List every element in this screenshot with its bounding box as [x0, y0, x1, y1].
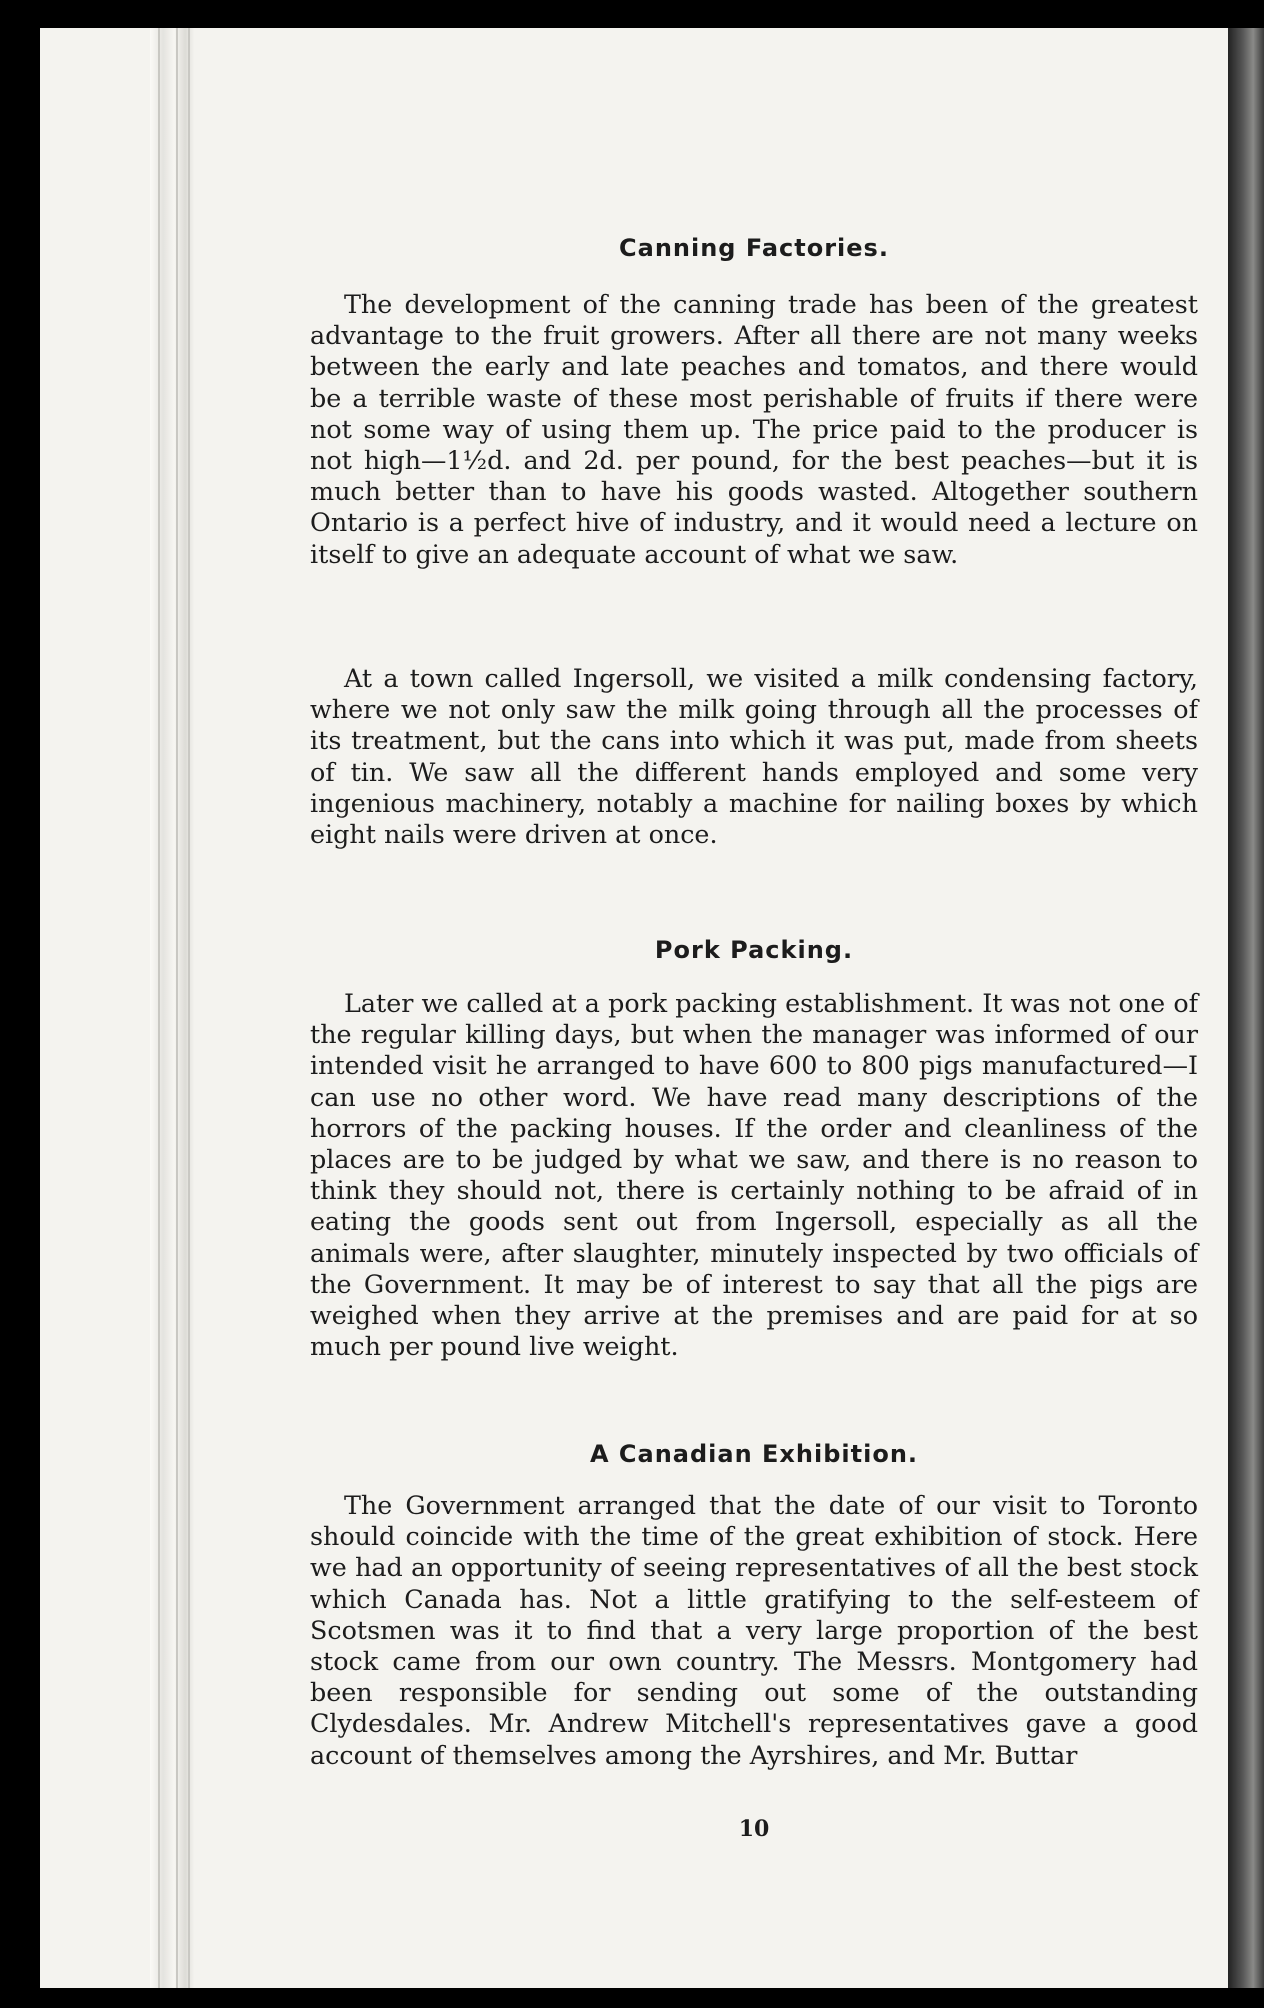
gutter-line	[158, 28, 160, 1988]
paragraph-milk-condensing: At a town called Ingersoll, we visited a milk condensing factory, where we not only saw the milk going through all the processes of its treatment, but the cans into which it was put, made from sheets of tin. We saw all the different hands employed and some very ingenious machinery, notably a machine for nailing boxes by which eight nails were driven at once.	[310, 663, 1198, 850]
paragraph-exhibition: The Government arranged that the date of our visit to Toronto should coincide with the time of the great exhibition of stock. Here we had an opportunity of seeing representatives of all the best stock which Canada has. Not a little gratifying to the self-esteem of Scotsmen was it to find that a very large proportion of the best stock came from our own country. The Messrs. Montgomery had been responsible for sending out some of the outstanding Clydesdales. Mr. Andrew Mitchell's representatives gave a good account of themselves among the Ayrshires, and Mr. Buttar	[310, 1490, 1198, 1770]
section-heading-canadian-exhibition: A Canadian Exhibition.	[589, 1440, 919, 1468]
section-heading-canning-factories: Canning Factories.	[619, 234, 889, 262]
page-number: 10	[738, 1816, 770, 1842]
page-edge	[1228, 28, 1264, 1988]
gutter-line	[188, 28, 190, 1988]
section-heading-pork-packing: Pork Packing.	[654, 936, 854, 964]
gutter-line	[176, 28, 178, 1988]
paragraph-canning-trade: The development of the canning trade has been of the greatest advantage to the fruit growers. After all there are not many weeks between the early and late peaches and tomatos, and there would be a terrible waste of these most perishable of fruits if there were not some way of using them up. The price paid to the producer is not high—1½d. and 2d. per pound, for the best peaches—but it is much better than to have his goods wasted. Altogether southern Ontario is a perfect hive of industry, and it would need a lecture on itself to give an adequate account of what we saw.	[310, 289, 1198, 569]
paragraph-pork-packing: Later we called at a pork packing establishment. It was not one of the regular killing days, but when the manager was informed of our intended visit he arranged to have 600 to 800 pigs manufactured—I can use no other word. We have read many descriptions of the horrors of the packing houses. If the order and cleanliness of the places are to be judged by what we saw, and there is no reason to think they should not, there is certainly nothing to be afraid of in eating the goods sent out from Ingersoll, especially as all the animals were, after slaughter, minutely inspected by two officials of the Government. It may be of interest to say that all the pigs are weighed when they arrive at the premises and are paid for at so much per pound live weight.	[310, 988, 1198, 1362]
